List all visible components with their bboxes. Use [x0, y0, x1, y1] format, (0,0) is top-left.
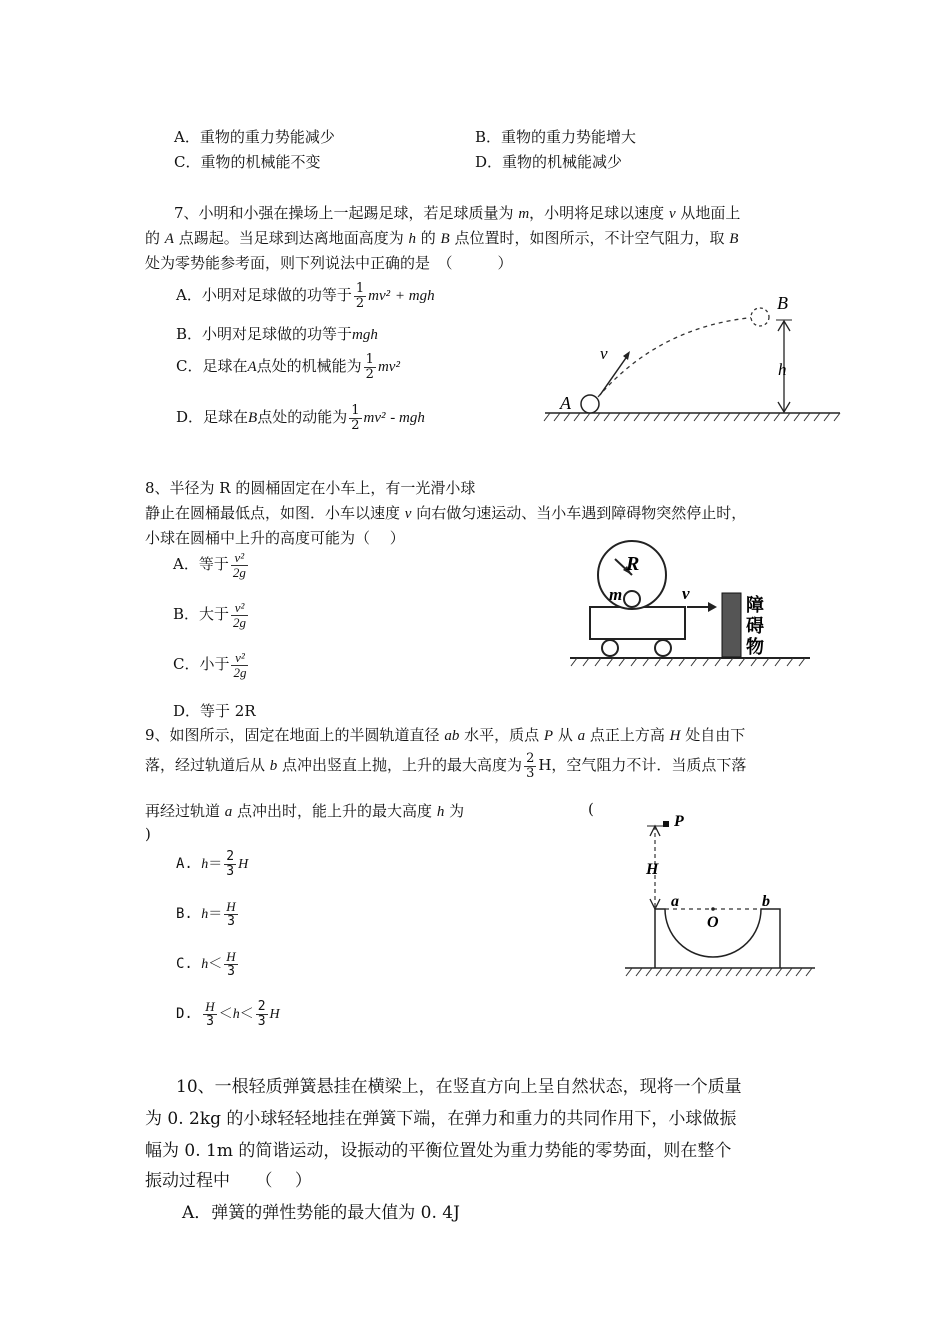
q6-option-b: B．重物的重力势能增大	[475, 128, 637, 146]
q8-option-a: A．等于 $\frac{\text{v²}}{2g}$	[173, 550, 246, 580]
q8-stem-line3: 小球在圆桶中上升的高度可能为（ ）	[145, 529, 405, 547]
obstacle-block	[722, 593, 741, 657]
q7-stem-line3: 处为零势能参考面，则下列说法中正确的是 （ ）	[145, 254, 513, 272]
label-b: B	[777, 293, 788, 313]
label-p: P	[674, 813, 684, 830]
cart-body	[590, 607, 685, 639]
label-m: m	[609, 585, 623, 604]
q8-option-d: D．等于 2R	[173, 702, 256, 720]
q9-stem-line3: 再经过轨道 a 点冲出时，能上升的最大高度 h 为	[145, 802, 465, 820]
q7-stem-line1: 7、小明和小强在操场上一起踢足球，若足球质量为 m，小明将足球以速度 v 从地面上	[174, 204, 741, 222]
q7-football-figure	[540, 285, 850, 425]
q8-cart-figure	[565, 535, 815, 670]
q9-paren-open: (	[588, 800, 594, 818]
label-obstacle-1: 障	[746, 595, 764, 615]
label-a: A	[560, 393, 571, 413]
q10-option-a: A．弹簧的弹性势能的最大值为 0. 4J	[182, 1203, 460, 1223]
q9-option-b: B. h＝ $\frac{H}{3}$	[176, 899, 236, 929]
q9-option-d: D. $\frac{H}{3}$ ＜h＜ $\frac{2}{3}$ H	[176, 999, 280, 1029]
label-h: h	[778, 360, 787, 379]
q9-option-c: C. h＜ $\frac{H}{3}$	[176, 949, 236, 979]
q7-option-d: D．足球在B点处的动能为 $\frac{1}{2}$ mv² - mgh	[176, 403, 425, 433]
q7-stem-line2: 的 A 点踢起。当足球到达离地面高度为 h 的 B 点位置时，如图所示，不计空气阻力，取 B	[145, 229, 739, 247]
q7-option-b: B．小明对足球做的功等于mgh	[176, 325, 378, 343]
q7-option-a: A．小明对足球做的功等于 $\frac{1}{2}$ mv² + mgh	[176, 281, 435, 311]
q9-paren-close: )	[145, 825, 151, 843]
q10-stem-line1: 10、一根轻质弹簧悬挂在横梁上，在竖直方向上呈自然状态，现将一个质量	[176, 1077, 742, 1097]
q8-option-b: B．大于 $\frac{\text{v²}}{2g}$	[173, 600, 247, 630]
q8-stem-line2: 静止在圆桶最低点，如图．小车以速度 v 向右做匀速运动、当小车遇到障碍物突然停止时，	[145, 504, 747, 522]
q8-stem-line1: 8、半径为 R 的圆桶固定在小车上，有一光滑小球	[145, 479, 476, 497]
q6-option-c: C．重物的机械能不变	[174, 153, 321, 171]
label-obstacle-2: 碍	[746, 616, 764, 636]
q9-option-a: A. h＝ $\frac{2}{3}$ H	[176, 849, 249, 879]
q9-track-figure	[620, 808, 820, 988]
label-h: H	[646, 861, 659, 878]
q10-stem-line3: 幅为 0. 1m 的简谐运动，设振动的平衡位置处为重力势能的零势面，则在整个	[145, 1141, 732, 1161]
q8-option-c: C．小于 $\frac{\text{v²}}{2g}$	[173, 650, 247, 680]
particle-p	[663, 821, 669, 827]
q6-option-a: A．重物的重力势能减少	[174, 128, 335, 146]
label-a: a	[671, 893, 679, 910]
ball-b	[751, 308, 769, 326]
ball-a	[581, 395, 599, 413]
small-ball	[624, 591, 640, 607]
label-o: O	[707, 914, 719, 931]
q9-stem-line1: 9、如图所示，固定在地面上的半圆轨道直径 ab 水平，质点 P 从 a 点正上方高 H 处自由下	[145, 726, 746, 744]
q10-stem-line4: 振动过程中 （ ）	[145, 1171, 312, 1191]
label-b: b	[762, 893, 770, 910]
label-v: v	[600, 344, 608, 363]
label-v: v	[682, 584, 690, 603]
label-r: R	[626, 553, 640, 575]
label-obstacle-3: 物	[746, 637, 764, 657]
q9-stem-line2: 落，经过轨道后从 b 点冲出竖直上抛，上升的最大高度为 $\frac{2}{3}$ H，空气阻力不计．当质点下落	[145, 751, 747, 781]
q10-stem-line2: 为 0. 2kg 的小球轻轻地挂在弹簧下端，在弹力和重力的共同作用下，小球做振	[145, 1109, 737, 1129]
q7-option-c: C．足球在A点处的机械能为 $\frac{1}{2}$ mv²	[176, 352, 400, 382]
q6-option-d: D．重物的机械能减少	[475, 153, 623, 171]
